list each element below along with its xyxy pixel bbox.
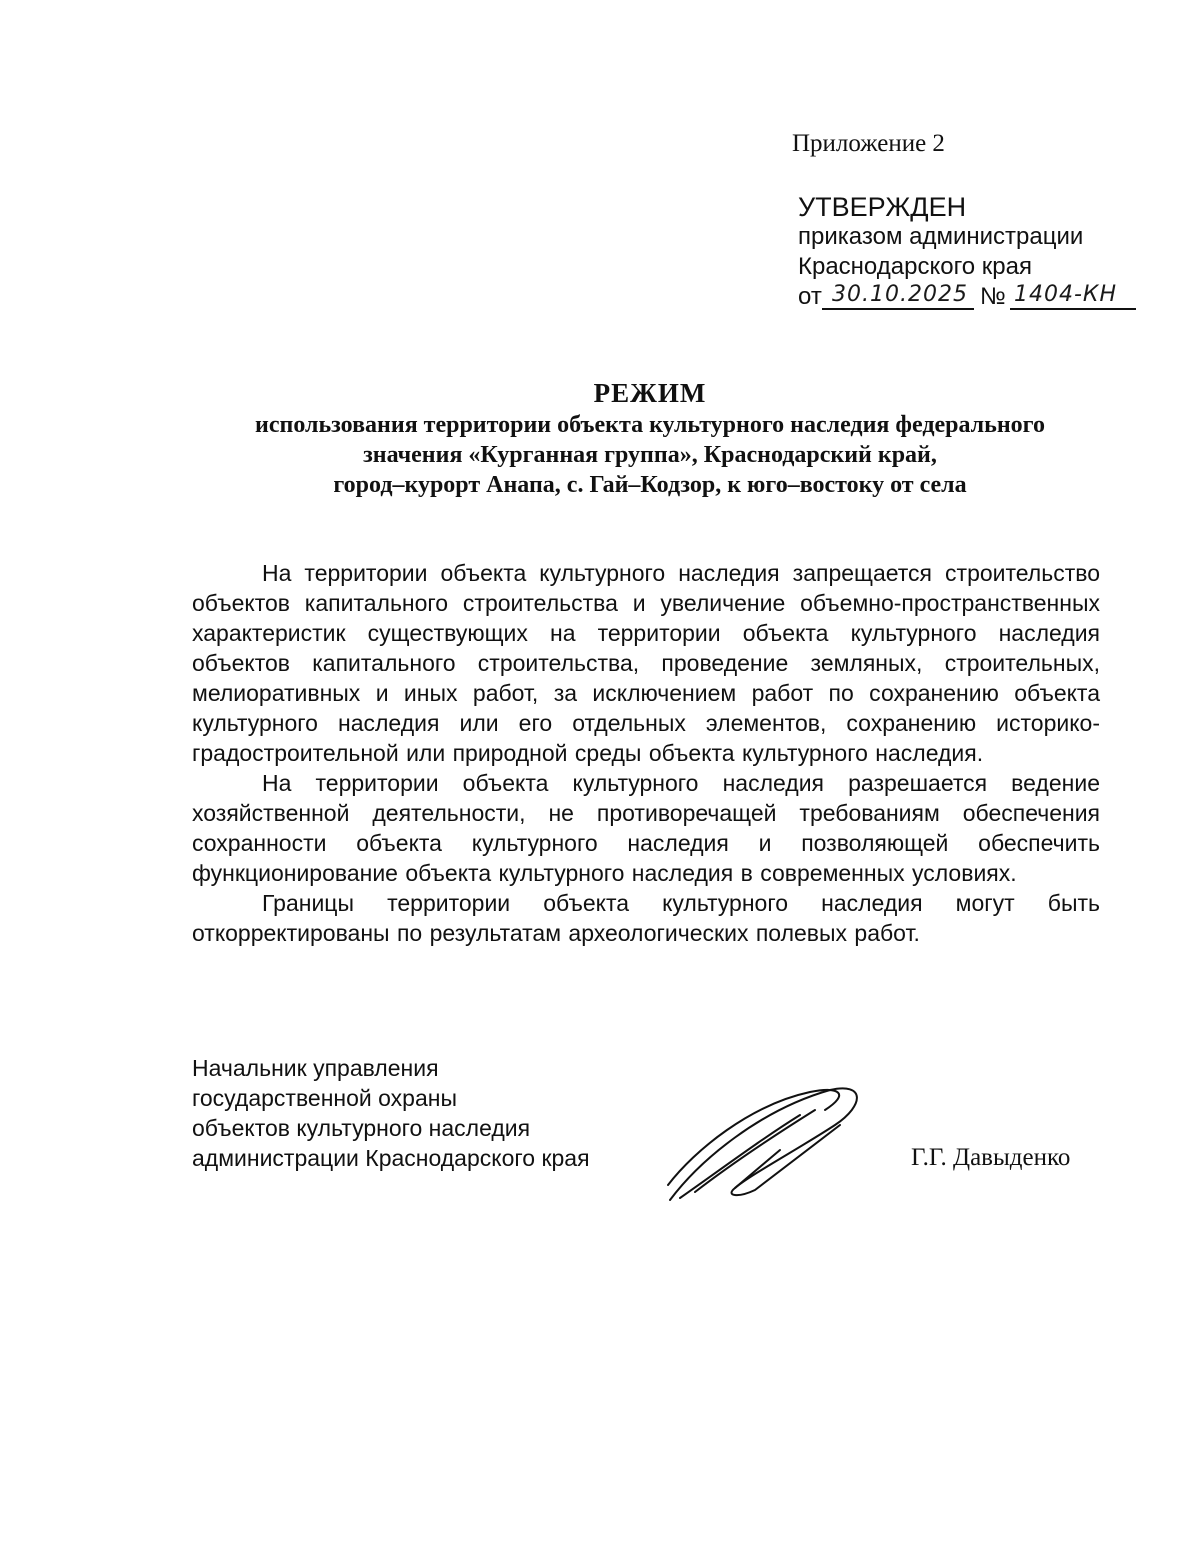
order-from-prefix: от — [798, 283, 822, 310]
approved-heading: УТВЕРЖДЕН — [798, 192, 967, 222]
handwritten-signature — [640, 1080, 880, 1210]
document-subtitle-line1: использования территории объекта культурного наследия федерального — [255, 412, 1045, 438]
document-subtitle-line2: значения «Курганная группа», Краснодарский край, — [363, 442, 937, 468]
body-paragraph-permissions: На территории объекта культурного наследия разрешается ведение хозяйственной деятельности, не противоречащей требованиям обеспечения сохранности объекта культурного наследия и позволяющей обеспечить функционирование объекта культурного наследия в современных условиях. — [192, 770, 1100, 886]
order-number: 1404-КН — [1014, 282, 1118, 307]
appendix-label: Приложение 2 — [792, 130, 945, 157]
document-title-block — [140, 376, 1160, 500]
order-number-sign: № — [980, 283, 1006, 310]
order-reference — [798, 282, 1118, 314]
approved-by-line: приказом администрации — [798, 223, 1084, 250]
approval-block — [798, 192, 1118, 314]
document-title: РЕЖИМ — [593, 378, 707, 408]
body-paragraph-boundaries: Границы территории объекта культурного наследия могут быть откорректированы по результатам археологических полевых работ. — [192, 890, 1100, 946]
order-date: 30.10.2025 — [832, 282, 968, 307]
signer-position-line2: государственной охраны — [192, 1085, 457, 1111]
approved-region-line: Краснодарского края — [798, 253, 1032, 280]
signer-position-line1: Начальник управления — [192, 1055, 439, 1081]
body-paragraph-prohibitions: На территории объекта культурного наследия запрещается строительство объектов капитального строительства и увеличение объемно-пространственных характеристик существующих на территории объекта культурного наследия объектов капитального строительства, проведение земляных, строительных, мелиоративных и иных работ, за исключением работ по сохранению объекта культурного наследия или его отдельных элементов, сохранению историко-градостроительной или природной среды объекта культурного наследия. — [192, 560, 1100, 766]
document-body — [192, 558, 1100, 948]
signer-position-line4: администрации Краснодарского края — [192, 1145, 590, 1171]
signer-name: Г.Г. Давыденко — [911, 1144, 1071, 1171]
signer-position — [192, 1053, 590, 1173]
document-subtitle-line3: город–курорт Анапа, с. Гай–Кодзор, к юго–востоку от села — [333, 472, 967, 498]
signer-position-line3: объектов культурного наследия — [192, 1115, 531, 1141]
